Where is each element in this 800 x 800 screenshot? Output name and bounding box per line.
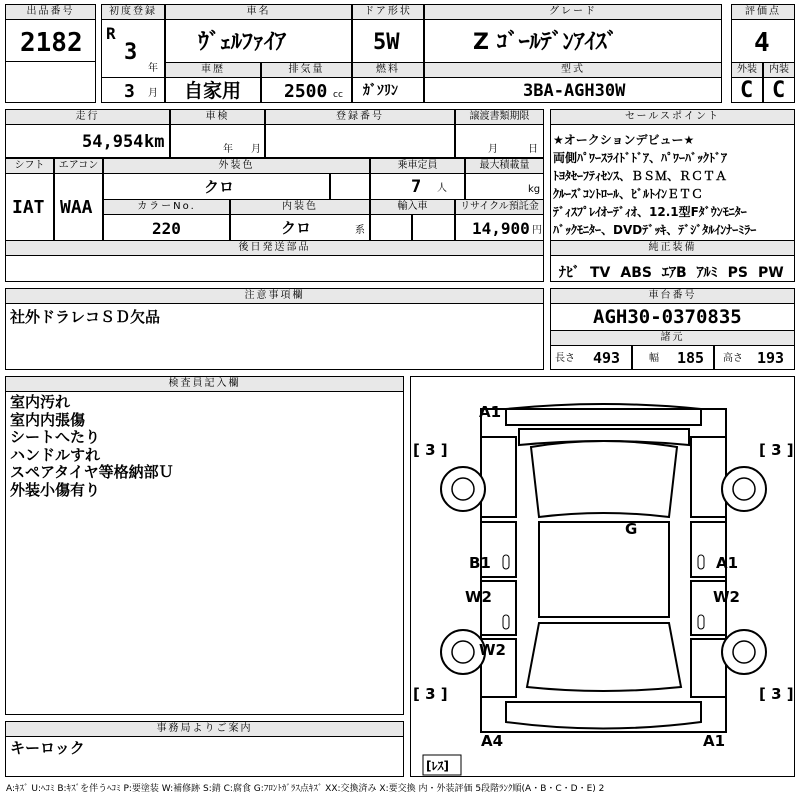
car-diagram	[411, 377, 795, 777]
ext-color-header: 外装色	[103, 158, 370, 174]
aircon-header: エアコン	[54, 158, 103, 174]
label-a4: A4	[481, 732, 504, 750]
mileage-unit: km	[144, 132, 165, 152]
notes-text: 社外ドラレコＳＤ欠品	[10, 308, 161, 326]
inspector-note-item: 室内汚れ	[10, 393, 71, 411]
import-header: 輸入車	[370, 199, 455, 215]
width: 185	[677, 349, 705, 367]
import-cell-b	[412, 214, 455, 241]
transfer-doc-cell	[455, 124, 544, 158]
inspector-box	[5, 391, 404, 715]
tire-fl: [ 3 ]	[413, 441, 448, 459]
history-cell	[165, 77, 261, 103]
equipment-item: ﾅﾋﾞ	[559, 265, 580, 281]
tire-rl: [ 3 ]	[413, 685, 448, 703]
chassis-no-header: 車台番号	[550, 288, 795, 304]
aircon-cell	[54, 173, 103, 241]
door-header: ドア形状	[352, 4, 424, 20]
ext-color-cell	[103, 173, 330, 200]
roof	[539, 522, 669, 617]
label-g: G	[625, 520, 638, 538]
first-reg-month-cell	[101, 77, 165, 103]
inspector-notes-list	[10, 394, 174, 499]
right-rear-quarter	[691, 639, 726, 697]
body-outline	[481, 409, 726, 732]
width-cell	[632, 345, 714, 370]
rear-window	[527, 623, 681, 691]
history-header: 車歴	[165, 62, 261, 78]
import-cell-a	[370, 214, 412, 241]
score: 4	[754, 28, 770, 58]
equipment-item: TV	[590, 265, 611, 281]
reg-no-header: 登録番号	[265, 109, 455, 125]
notes-header: 注意事項欄	[5, 288, 544, 304]
label-front: A1	[479, 403, 502, 421]
capacity-cell	[370, 173, 465, 200]
month-unit: 月	[148, 88, 158, 99]
equipment-item: ABS	[620, 265, 652, 281]
first-reg-header: 初度登録	[101, 4, 165, 20]
grade-header: グレード	[424, 4, 722, 20]
lot-no: 2182	[20, 28, 83, 58]
inspector-note-item: ハンドルすれ	[10, 445, 101, 464]
shift: IAT	[12, 197, 45, 218]
front-right-wheel	[722, 467, 766, 511]
mileage: 54,954	[82, 132, 144, 152]
length-label: 長さ	[555, 353, 575, 364]
score-cell	[731, 19, 795, 63]
legend: A:ｷｽﾞ U:ﾍｺﾐ B:ｷｽﾞを伴うﾍｺﾐ P:要塗装 W:補修跡 S:錆 C:腐食 G:ﾌﾛﾝﾄｶﾞﾗｽ点ｷｽﾞ XX:交換済み X:要交換 内・外装評価 5段階ﾗﾝｸ順(A・B・C・D・E) 2	[6, 784, 605, 794]
length-cell	[550, 345, 632, 370]
displacement-unit: cc	[333, 90, 343, 100]
equipment-header: 純正装備	[550, 240, 795, 256]
history: 自家用	[184, 80, 242, 102]
model-code-header: 型式	[424, 62, 722, 78]
color-no-header: カラーNo.	[103, 199, 230, 215]
doc-day-unit: 日	[528, 144, 538, 155]
era: R	[106, 24, 116, 43]
model-code: 3BA-AGH30W	[523, 81, 626, 101]
exterior-header: 外装	[731, 62, 763, 78]
selling-point-item: ﾃﾞｨｽﾌﾟﾚｲｵｰﾃﾞｨｵ、12.1型Fﾀﾞｳﾝﾓﾆﾀｰ	[553, 205, 747, 219]
lot-no-cell	[5, 19, 96, 62]
doc-month-unit: 月	[488, 144, 498, 155]
front-left-wheel	[441, 467, 485, 511]
left-front-fender	[481, 437, 516, 517]
car-name-cell	[165, 19, 352, 63]
grade: Z ｺﾞｰﾙﾃﾞﾝｱｲｽﾞ	[473, 30, 618, 55]
chassis-no: AGH30-0370835	[593, 306, 742, 328]
office-box	[5, 736, 404, 777]
inspector-note-item: 外装小傷有り	[10, 480, 101, 499]
right-front-fender	[691, 437, 726, 517]
int-color-header: 内装色	[230, 199, 370, 215]
tire-fr: [ 3 ]	[759, 441, 794, 459]
shift-header: シフト	[5, 158, 54, 174]
car-diagram-box	[410, 376, 795, 777]
first-reg-month: 3	[124, 81, 135, 102]
recycle-header: リサイクル預託金	[455, 199, 544, 215]
inspection-cell	[170, 124, 265, 158]
capacity: 7	[411, 177, 422, 197]
insp-month-unit: 月	[251, 144, 261, 155]
later-parts-cell	[5, 255, 544, 282]
grade-cell	[424, 19, 722, 63]
selling-point-item: 両側ﾊﾟﾜｰｽﾗｲﾄﾞﾄﾞｱ、ﾊﾟﾜｰﾊﾞｯｸﾄﾞｱ	[553, 151, 728, 165]
height-label: 高さ	[723, 353, 743, 364]
label-b1: B1	[469, 554, 491, 572]
capacity-header: 乗車定員	[370, 158, 465, 174]
ext-color-extra	[330, 173, 370, 200]
exterior-grade-cell	[731, 77, 763, 103]
equipment-list	[559, 262, 794, 282]
door-cell	[352, 19, 424, 63]
displacement: 2500	[284, 81, 328, 102]
height: 193	[757, 349, 785, 367]
selling-point-item: ﾊﾞｯｸﾓﾆﾀｰ、DVDﾃﾞｯｷ、ﾃﾞｼﾞﾀﾙｲﾝﾅｰﾐﾗｰ	[553, 223, 757, 237]
exterior-grade: C	[740, 78, 754, 103]
displacement-header: 排気量	[261, 62, 352, 78]
spare-label: [ﾚｽ]	[426, 759, 449, 773]
equipment-item: PS	[727, 265, 748, 281]
fuel: ｶﾞｿﾘﾝ	[363, 83, 398, 99]
chassis-no-cell	[550, 303, 795, 331]
later-parts-header: 後日発送部品	[5, 240, 544, 256]
tire-rr: [ 3 ]	[759, 685, 794, 703]
office-header: 事務局よりご案内	[5, 721, 404, 737]
interior-header: 内装	[763, 62, 795, 78]
int-color-cell	[230, 214, 370, 241]
selling-points-list	[553, 131, 756, 239]
insp-year-unit: 年	[223, 144, 233, 155]
windshield	[531, 441, 677, 517]
inspector-note-item: シートへたり	[10, 428, 101, 446]
selling-points-header: セールスポイント	[550, 109, 795, 125]
width-label: 幅	[649, 353, 659, 364]
max-load-unit: kg	[528, 184, 541, 195]
shift-cell	[5, 173, 54, 241]
interior-grade: C	[772, 78, 786, 103]
specs-header: 諸元	[550, 330, 795, 346]
aircon: WAA	[60, 197, 93, 218]
selling-points-box	[550, 124, 795, 241]
equipment-item: ｴｱB	[661, 265, 687, 281]
car-name-header: 車名	[165, 4, 352, 20]
equipment-item: PW	[758, 265, 784, 281]
equipment-item: ｱﾙﾐ	[696, 265, 718, 281]
equipment-cell	[550, 255, 795, 282]
inspector-header: 検査員記入欄	[5, 376, 404, 392]
notes-box	[5, 303, 544, 370]
inspection-header: 車検	[170, 109, 265, 125]
selling-point-item: ｸﾙｰｽﾞｺﾝﾄﾛｰﾙ、ﾋﾞﾙﾄｲﾝＥＴＣ	[553, 187, 704, 201]
label-w2-left: W2	[465, 588, 492, 606]
office-note: キーロック	[10, 739, 85, 757]
first-reg-cell	[101, 19, 165, 78]
ext-color: クロ	[204, 178, 235, 196]
reg-no-cell	[265, 124, 455, 158]
recycle: 14,900	[472, 219, 530, 238]
max-load-header: 最大積載量	[465, 158, 544, 174]
label-a1-rear: A1	[703, 732, 726, 750]
label-a1-right: A1	[716, 554, 739, 572]
selling-point-item: ﾄﾖﾀｾｰﾌﾃｨｾﾝｽ、ＢＳＭ、ＲＣＴＡ	[553, 169, 728, 183]
door-type: 5W	[373, 30, 400, 55]
inspector-note-item: 室内内張傷	[10, 410, 86, 429]
height-cell	[714, 345, 795, 370]
max-load-cell	[465, 173, 544, 200]
mileage-cell	[5, 124, 170, 158]
color-no-cell	[103, 214, 230, 241]
recycle-cell	[455, 214, 544, 241]
rear-right-wheel	[722, 630, 766, 674]
mileage-header: 走行	[5, 109, 170, 125]
car-name: ｳﾞｪﾙﾌｧｲｱ	[198, 30, 287, 55]
int-color-unit: 系	[355, 225, 365, 236]
inspector-note-item: スペアタイヤ等格納部Ｕ	[10, 463, 174, 481]
fuel-header: 燃料	[352, 62, 424, 78]
rear-bumper	[506, 702, 701, 729]
recycle-unit: 円	[532, 225, 542, 236]
interior-grade-cell	[763, 77, 795, 103]
fuel-cell	[352, 77, 424, 103]
displacement-cell	[261, 77, 352, 103]
lot-no-blank	[5, 61, 96, 103]
int-color: クロ	[281, 219, 312, 237]
label-w2-rear: W2	[479, 641, 506, 659]
lot-no-header: 出品番号	[5, 4, 96, 20]
score-header: 評価点	[731, 4, 795, 20]
capacity-unit: 人	[437, 183, 447, 194]
transfer-doc-header: 譲渡書類期限	[455, 109, 544, 125]
first-reg-year: 3	[124, 40, 138, 65]
year-unit: 年	[148, 63, 158, 74]
model-code-cell	[424, 77, 722, 103]
color-no: 220	[152, 219, 181, 238]
hood	[519, 429, 689, 445]
label-w2-right: W2	[713, 588, 740, 606]
front-bumper	[506, 404, 701, 425]
length: 493	[593, 349, 621, 367]
selling-point-item: ★オークションデビュー★	[553, 133, 695, 147]
